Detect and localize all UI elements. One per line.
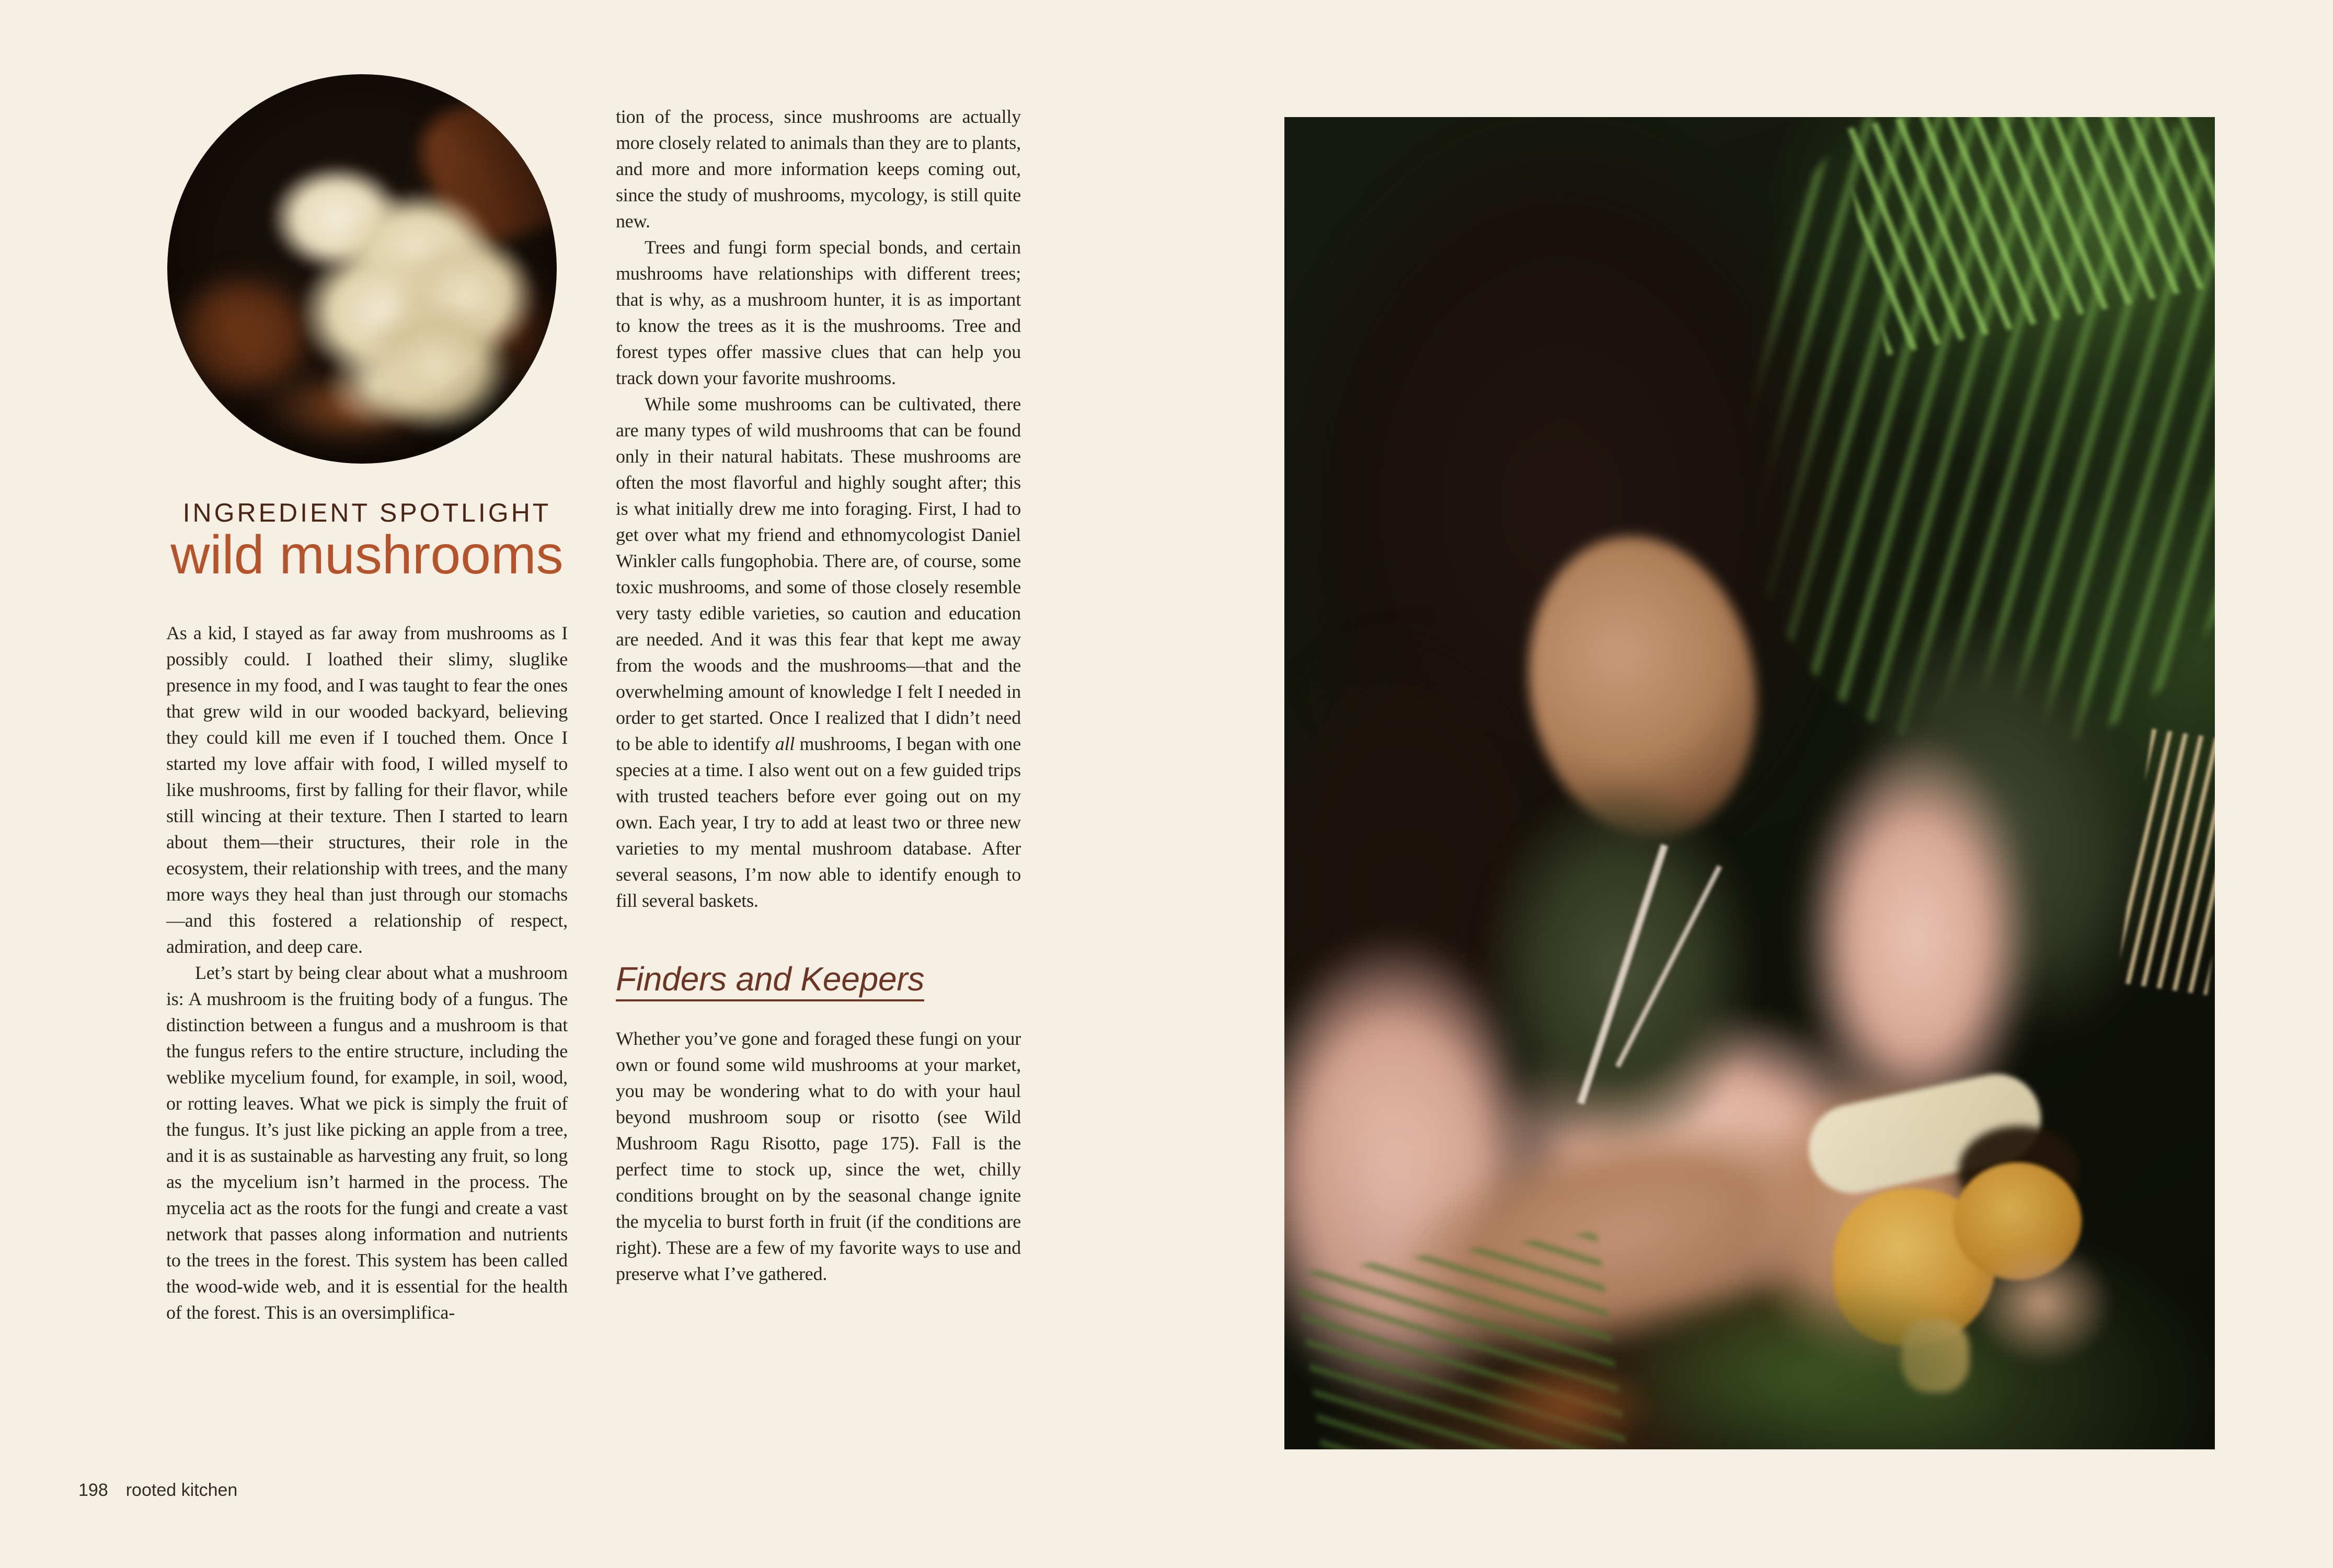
paragraph: tion of the process, since mushrooms are actually more closely related to animals than they are to plants, and more and more information keeps coming out, since the study of mushrooms, mycology, is still quite new. bbox=[616, 106, 1021, 232]
page-number: 198 bbox=[78, 1480, 108, 1500]
paragraph-segment: mushrooms, I began with one species at a time. I also went out on a few guided trips with trusted teachers before ever going out on my own. Each year, I try to add at least two or three new varieties to my mental mushroom database. After several seasons, I’m now able to identify enough to fill several baskets. bbox=[616, 733, 1021, 911]
paragraph: Let’s start by being clear about what a mushroom is: A mushroom is the fruiting body of a fungus. The distinction between a fungus and a mushroom is that the fungus refers to the entire structure, including the weblike mycelium found, for example, in soil, wood, or rotting leaves. What we pick is simply the fruit of the fungus. It’s just like picking an apple from a tree, and it is as sustainable as harvesting any fruit, so long as the mycelium isn’t harmed in the process. The mycelia act as the roots for the fungi and create a vast network that passes along information and nutrients to the trees in the forest. This system has been called the wood-wide web, and it is essential for the health of the forest. This is an oversimplifica- bbox=[166, 962, 568, 1323]
paragraph: Trees and fungi form special bonds, and certain mushrooms have relationships with different trees; that is why, as a mushroom hunter, it is as important to know the trees as it is the mushrooms. Tree and forest types offer massive clues that can help you track down your favorite mushrooms. bbox=[616, 237, 1021, 388]
finders-and-keepers-heading: Finders and Keepers bbox=[616, 966, 924, 1001]
book-title: rooted kitchen bbox=[125, 1480, 238, 1500]
article-title: wild mushrooms bbox=[170, 525, 564, 585]
continuation-text-column bbox=[616, 103, 1021, 1287]
paragraph: Whether you’ve gone and foraged these fungi on your own or found some wild mushrooms at your market, you may be wondering what to do with your haul beyond mushroom soup or risotto (see Wild Mushroom Ragu Risotto, page 175). Fall is the perfect time to stock up, since the wet, chilly conditions brought on by the seasonal change ignite the mycelia to burst forth in fruit (if the conditions are right). These are a few of my favorite ways to use and preserve what I’ve gathered. bbox=[616, 1028, 1021, 1284]
paragraph bbox=[616, 391, 1021, 914]
section-heading-row bbox=[616, 914, 1021, 1025]
intro-text-column bbox=[166, 620, 568, 1325]
girl-foraging-photo bbox=[1284, 117, 2215, 1449]
page-footer bbox=[78, 1480, 237, 1501]
paragraph-segment: While some mushrooms can be cultivated, there are many types of wild mushrooms that can be found only in their natural habitats. These mushrooms are often the most flavorful and highly sought after; this is what initially drew me into foraging. First, I had to get over what my friend and ethnomycologist Daniel Winkler calls fungophobia. There are, of course, some toxic mushrooms, and some of those closely resemble very tasty edible varieties, so caution and education are needed. And it was this fear that kept me away from the woods and the mushrooms—that and the overwhelming amount of knowledge I felt I needed in order to get started. Once I realized that I didn’t need to be able to identify bbox=[616, 394, 1021, 754]
italic-word: all bbox=[775, 733, 795, 754]
paragraph: As a kid, I stayed as far away from mushrooms as I possibly could. I loathed their slimy, sluglike presence in my food, and I was taught to fear the ones that grew wild in our wooded backyard, believing they could kill me even if I touched them. Once I started my love affair with food, I willed myself to like mushrooms, first by falling for their flavor, while still wincing at their texture. Then I started to learn about them—their structures, their role in the ecosystem, their relationship with trees, and the many more ways they heal than just through our stomachs—and this fostered a relationship of respect, admiration, and deep care. bbox=[166, 622, 568, 957]
photo-vignette bbox=[167, 74, 557, 464]
ingredient-spotlight-kicker: INGREDIENT SPOTLIGHT bbox=[182, 498, 551, 527]
photo-vignette bbox=[1284, 117, 2215, 1449]
lions-mane-mushroom-photo bbox=[167, 74, 557, 464]
